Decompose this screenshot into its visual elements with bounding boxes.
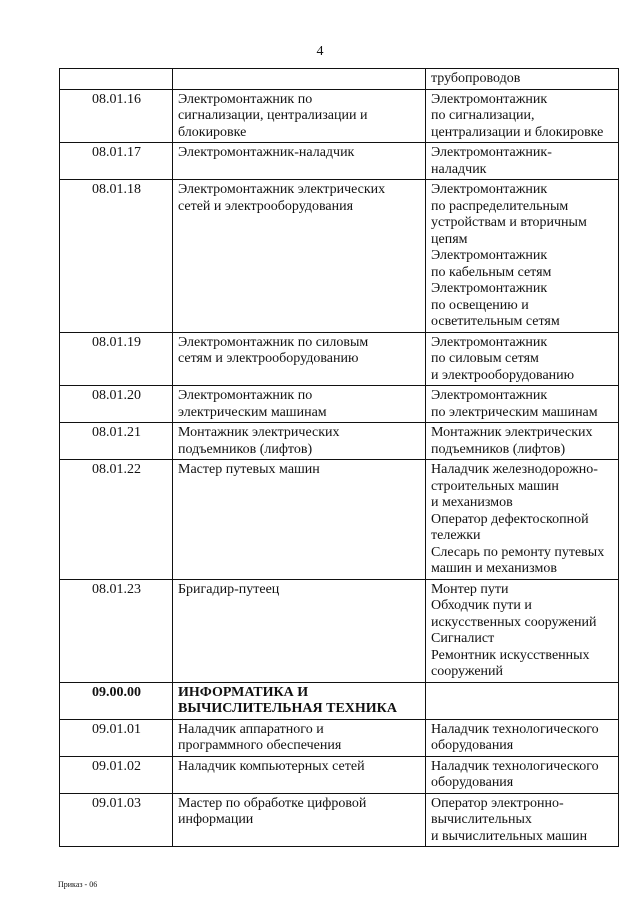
specialty-code: 08.01.21 <box>60 423 173 460</box>
profession-line: Монтер пути <box>431 581 509 597</box>
professions-table <box>59 68 619 847</box>
specialty-name-line: Электромонтажник по силовым <box>178 334 369 350</box>
profession-line: Слесарь по ремонту путевых <box>431 544 605 560</box>
profession-line: Электромонтажник <box>431 281 548 296</box>
specialty-code: 09.01.03 <box>60 793 173 847</box>
profession-line: Ремонтник искусственных <box>431 647 590 663</box>
specialty-code: 09.00.00 <box>60 682 173 719</box>
profession-list <box>426 793 619 847</box>
profession-line: централизации и блокировке <box>431 124 604 140</box>
profession-list <box>426 423 619 460</box>
specialty-name-line: Бригадир-путеец <box>178 581 280 597</box>
specialty-name-line: Электромонтажник электрических <box>178 182 386 197</box>
profession-list <box>426 143 619 180</box>
specialty-name-line: программного обеспечения <box>178 738 342 753</box>
profession-line: Электромонтажник <box>431 334 548 350</box>
profession-list <box>426 719 619 756</box>
table-row <box>60 579 619 682</box>
specialty-name <box>173 423 426 460</box>
profession-line: по освещению и <box>431 297 529 313</box>
profession-line: оборудования <box>431 738 514 753</box>
specialty-name-line: Мастер путевых машин <box>178 462 320 477</box>
specialty-code: 08.01.22 <box>60 460 173 580</box>
profession-line: тележки <box>431 528 481 543</box>
profession-line: сооружений <box>431 664 504 679</box>
specialty-name-line: ИНФОРМАТИКА И <box>178 684 309 700</box>
profession-line: машин и механизмов <box>431 561 557 576</box>
table-row <box>60 69 619 90</box>
profession-line: Монтажник электрических <box>431 425 593 440</box>
specialty-code: 08.01.17 <box>60 143 173 180</box>
specialty-name-line: Наладчик аппаратного и <box>178 721 324 737</box>
profession-line: и механизмов <box>431 495 513 510</box>
specialty-name <box>173 460 426 580</box>
specialty-name <box>173 756 426 793</box>
profession-line: Электромонтажник <box>431 182 548 197</box>
specialty-name-line: электрическим машинам <box>178 404 327 420</box>
specialty-name-line: Мастер по обработке цифровой <box>178 795 367 811</box>
specialty-code: 08.01.18 <box>60 180 173 333</box>
specialty-name-line: блокировке <box>178 124 247 140</box>
profession-line: Сигналист <box>431 631 495 646</box>
profession-list <box>426 579 619 682</box>
specialty-name <box>173 719 426 756</box>
profession-line: оборудования <box>431 775 514 790</box>
specialty-name <box>173 386 426 423</box>
specialty-name <box>173 332 426 386</box>
profession-list <box>426 69 619 90</box>
profession-line: по электрическим машинам <box>431 404 598 420</box>
specialty-name-line: Электромонтажник по <box>178 388 313 403</box>
profession-line: Электромонтажник <box>431 91 548 107</box>
profession-line: по кабельным сетям <box>431 264 552 280</box>
table-row <box>60 332 619 386</box>
profession-list <box>426 89 619 143</box>
profession-line: цепям <box>431 231 468 247</box>
profession-list <box>426 460 619 580</box>
specialty-name <box>173 180 426 333</box>
specialty-code: 09.01.01 <box>60 719 173 756</box>
specialty-code: 08.01.16 <box>60 89 173 143</box>
table-row <box>60 180 619 333</box>
section-row <box>60 682 619 719</box>
profession-line: и вычислительных машин <box>431 828 588 844</box>
profession-line: и электрооборудованию <box>431 367 575 383</box>
profession-line: строительных машин <box>431 478 559 494</box>
profession-line: наладчик <box>431 161 487 177</box>
specialty-name-line: сигнализации, централизации и <box>178 108 368 123</box>
profession-line: по сигнализации, <box>431 108 535 123</box>
profession-line: Обходчик пути и <box>431 598 532 613</box>
profession-line: вычислительных <box>431 812 532 827</box>
table-row <box>60 460 619 580</box>
specialty-name-line: информации <box>178 812 254 827</box>
specialty-name-line: Наладчик компьютерных сетей <box>178 758 365 774</box>
section-title <box>173 682 426 719</box>
profession-line: по распределительным <box>431 198 569 214</box>
profession-list <box>426 756 619 793</box>
specialty-name <box>173 579 426 682</box>
profession-line: Наладчик технологического <box>431 721 599 737</box>
table-body <box>60 69 619 847</box>
specialty-name <box>173 89 426 143</box>
profession-line: по силовым сетям <box>431 351 539 366</box>
profession-list <box>426 386 619 423</box>
table-row <box>60 143 619 180</box>
specialty-name-line: Электромонтажник по <box>178 91 313 107</box>
profession-list <box>426 180 619 333</box>
profession-line: Наладчик железнодорожно- <box>431 462 598 477</box>
specialty-name-line: Монтажник электрических <box>178 425 340 440</box>
specialty-name <box>173 69 426 90</box>
footer-note: Приказ - 06 <box>58 880 98 889</box>
specialty-name <box>173 793 426 847</box>
specialty-name-line: ВЫЧИСЛИТЕЛЬНАЯ ТЕХНИКА <box>178 701 397 716</box>
table-row <box>60 756 619 793</box>
table-row <box>60 386 619 423</box>
profession-line: Электромонтажник- <box>431 145 552 160</box>
table-row <box>60 719 619 756</box>
table-row <box>60 89 619 143</box>
profession-line: Оператор дефектоскопной <box>431 511 589 527</box>
profession-line: Электромонтажник <box>431 388 548 403</box>
profession-line: подъемников (лифтов) <box>431 441 566 457</box>
specialty-code <box>60 69 173 90</box>
specialty-code: 08.01.20 <box>60 386 173 423</box>
profession-list <box>426 682 619 719</box>
page-number: 4 <box>316 44 324 59</box>
specialty-code: 09.01.02 <box>60 756 173 793</box>
specialty-name <box>173 143 426 180</box>
table-row <box>60 793 619 847</box>
profession-line: искусственных сооружений <box>431 614 597 630</box>
specialty-code: 08.01.19 <box>60 332 173 386</box>
profession-line: Электромонтажник <box>431 248 548 263</box>
profession-line: осветительным сетям <box>431 314 560 329</box>
profession-line: Наладчик технологического <box>431 758 599 774</box>
specialty-name-line: сетям и электрооборудованию <box>178 351 359 366</box>
specialty-name-line: сетей и электрооборудования <box>178 198 354 214</box>
specialty-code: 08.01.23 <box>60 579 173 682</box>
profession-line: Оператор электронно- <box>431 795 564 811</box>
profession-list <box>426 332 619 386</box>
table-row <box>60 423 619 460</box>
specialty-name-line: подъемников (лифтов) <box>178 441 313 457</box>
profession-line: трубопроводов <box>431 71 521 86</box>
specialty-name-line: Электромонтажник-наладчик <box>178 145 355 160</box>
profession-line: устройствам и вторичным <box>431 215 587 230</box>
